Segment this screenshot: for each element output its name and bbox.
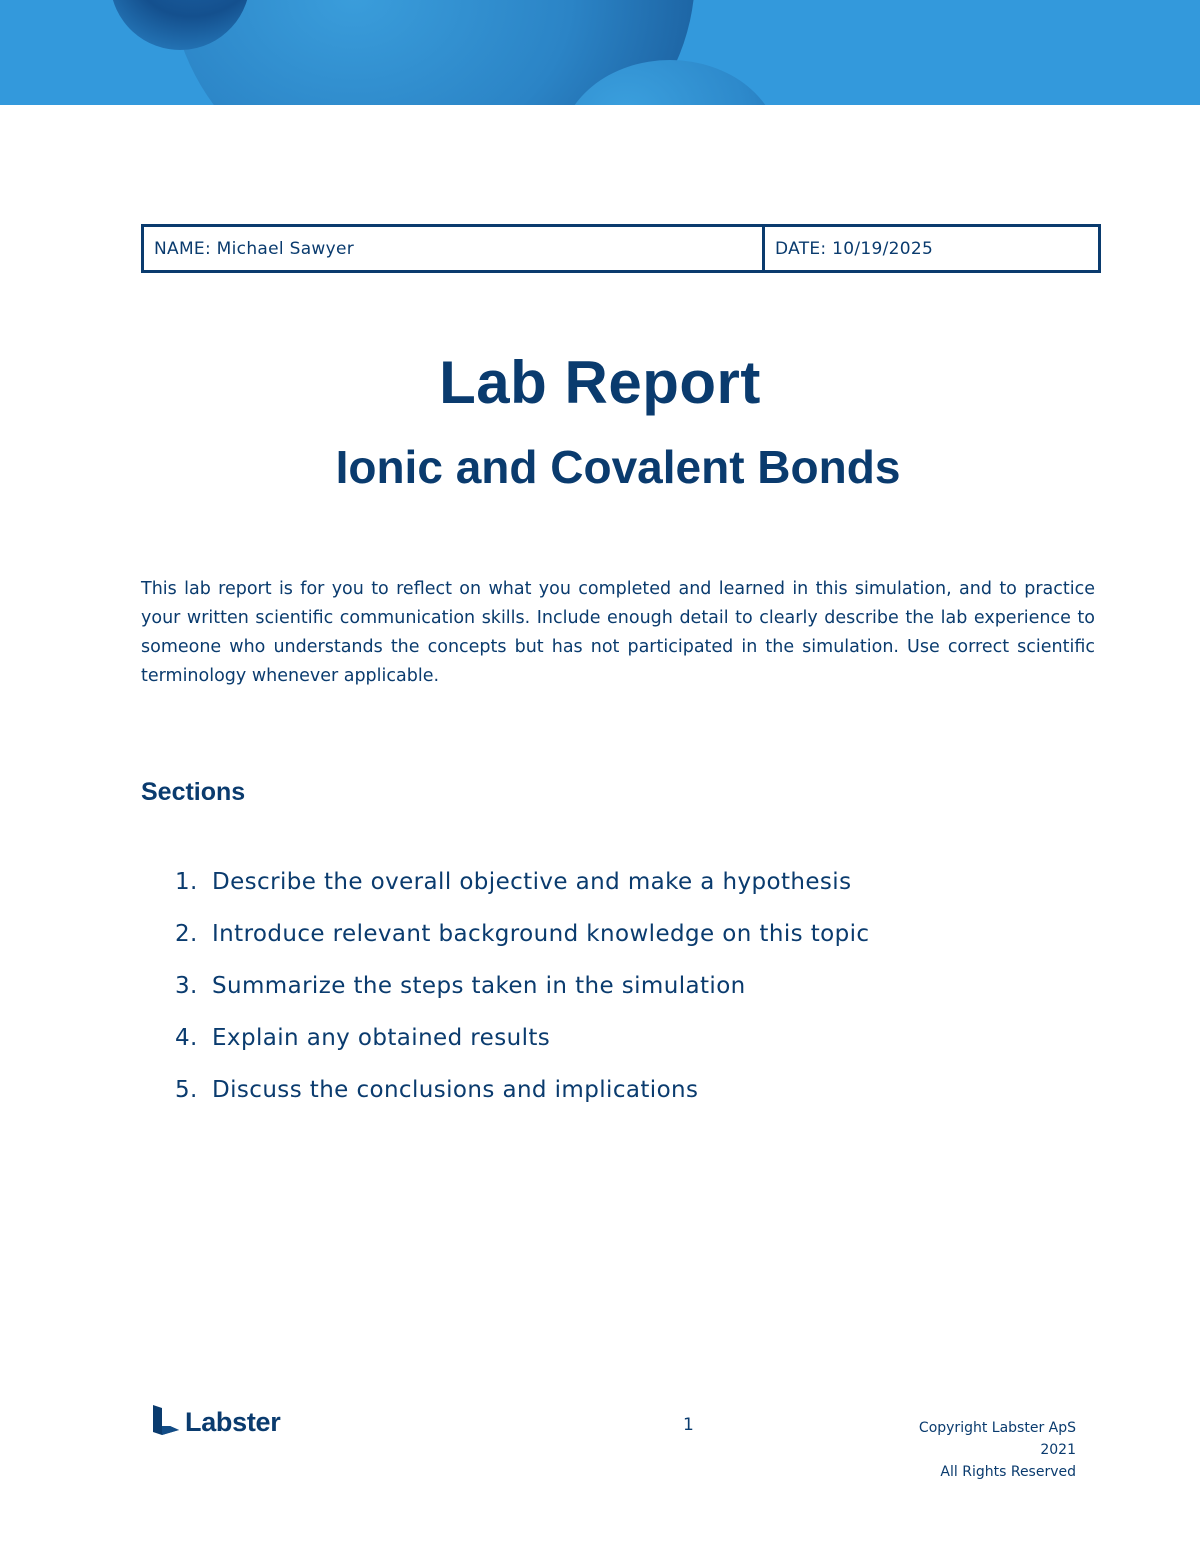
list-item	[175, 960, 869, 1012]
list-item-text: Summarize the steps taken in the simulation	[212, 973, 746, 999]
copyright-year: 2021	[1040, 1442, 1076, 1458]
sections-list	[175, 856, 869, 1116]
labster-logo-icon	[153, 1405, 179, 1440]
copyright-line: Copyright Labster ApS	[918, 1420, 1076, 1436]
copyright-notice	[919, 1417, 1076, 1483]
list-item-text: Explain any obtained results	[212, 1025, 551, 1051]
list-item-number: 5.	[175, 1077, 198, 1103]
header-banner	[0, 0, 1200, 105]
list-item-number: 2.	[175, 921, 198, 947]
list-item-text: Discuss the conclusions and implications	[212, 1077, 699, 1103]
logo-text: Labster	[185, 1407, 281, 1437]
sections-heading: Sections	[141, 778, 246, 806]
page-subtitle: Ionic and Covalent Bonds	[335, 441, 901, 493]
list-item	[175, 1064, 869, 1116]
list-item	[175, 908, 869, 960]
intro-paragraph: This lab report is for you to reflect on what you completed and learned in this simulation, and to practice your written scientific communication skills. Include enough detail to clearly describe the lab experience to someone who understands the concepts but has not participated in the simulation. Use correct scientific terminology whenever applicable.	[141, 579, 1095, 686]
rights-reserved: All Rights Reserved	[940, 1464, 1076, 1480]
date-field[interactable]: DATE: 10/19/2025	[775, 238, 934, 259]
list-item-text: Introduce relevant background knowledge on this topic	[212, 921, 870, 947]
list-item-number: 4.	[175, 1025, 198, 1051]
page-title: Lab Report	[439, 349, 761, 416]
list-item	[175, 856, 869, 908]
name-date-box	[141, 224, 1101, 273]
list-item	[175, 1012, 869, 1064]
labster-logo	[153, 1405, 280, 1440]
list-item-number: 1.	[175, 869, 198, 895]
page-number: 1	[683, 1415, 694, 1435]
list-item-number: 3.	[175, 973, 198, 999]
list-item-text: Describe the overall objective and make a hypothesis	[212, 869, 852, 895]
name-field[interactable]: NAME: Michael Sawyer	[144, 227, 765, 270]
